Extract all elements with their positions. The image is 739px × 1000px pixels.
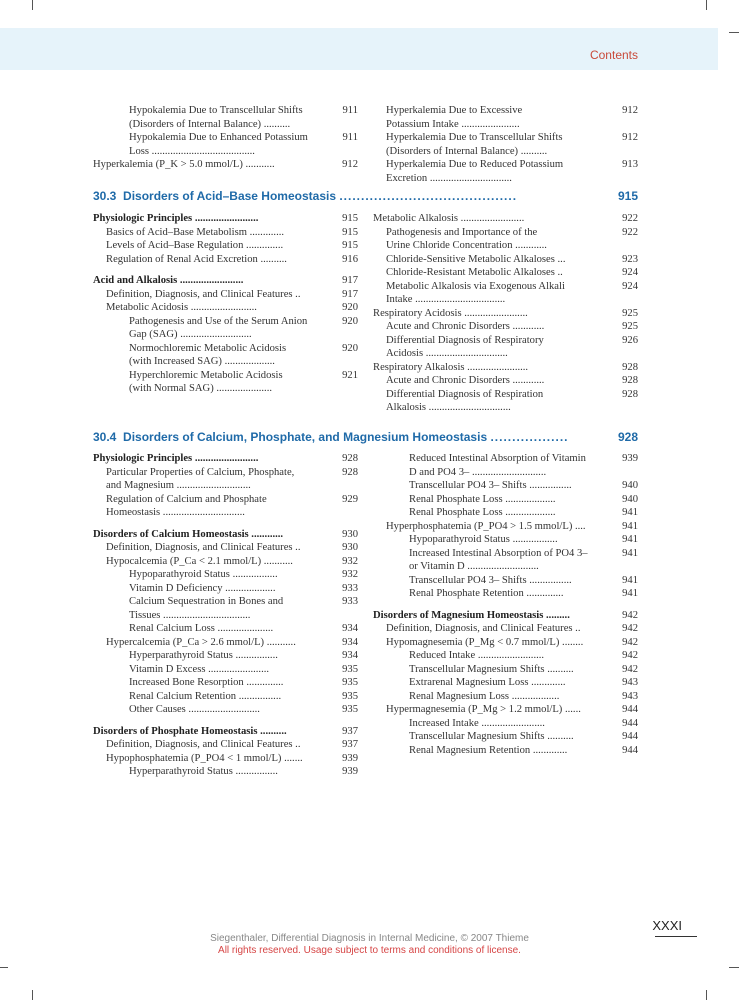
license-line: All rights reserved. Usage subject to terms and conditions of license.: [218, 945, 521, 956]
toc-entry-page: 941: [622, 507, 638, 518]
toc-entry-page: 941: [622, 520, 638, 532]
toc-entry[interactable]: [373, 334, 638, 361]
toc-group-entry[interactable]: [93, 452, 358, 466]
toc-entry[interactable]: [373, 266, 638, 280]
toc-entry-page: 930: [342, 528, 358, 540]
toc-entry[interactable]: [373, 280, 638, 307]
toc-entry-title: Disorders of Phosphate Homeostasis ..........: [93, 725, 287, 737]
toc-entry-title: Renal Magnesium Loss ..................: [409, 690, 560, 702]
toc-entry-title: Differential Diagnosis of Respiration: [386, 388, 544, 400]
toc-entry-title: Urine Chloride Concentration ............: [386, 240, 547, 251]
toc-entry-page: 934: [342, 623, 358, 634]
toc-entry-title: Pathogenesis and Importance of the: [386, 226, 538, 238]
toc-entry-page: 912: [620, 104, 638, 131]
toc-entry-page: 937: [342, 739, 358, 750]
toc-top-left-column: [93, 104, 358, 172]
toc-entry[interactable]: [373, 131, 638, 158]
toc-group-entry[interactable]: [373, 609, 638, 623]
toc-entry-page: 943: [622, 677, 638, 688]
toc-entry-title: Gap (SAG) ...........................: [129, 329, 252, 340]
toc-entry-page: 941: [620, 547, 638, 574]
toc-entry[interactable]: [93, 649, 358, 663]
toc-entry-title: Regulation of Calcium and Phosphate: [106, 493, 267, 505]
toc-entry[interactable]: [93, 663, 358, 677]
toc-entry-page: 926: [620, 334, 638, 361]
toc-entry-title: Reduced Intestinal Absorption of Vitamin: [409, 453, 586, 464]
toc-entry[interactable]: [373, 452, 638, 479]
toc-entry-page: 942: [622, 623, 638, 634]
toc-entry[interactable]: [93, 541, 358, 555]
crop-mark: [32, 0, 33, 10]
toc-entry-title: Homeostasis ...............................: [106, 507, 245, 518]
toc-entry-page: 928: [622, 375, 638, 386]
toc-entry-title: Chloride-Sensitive Metabolic Alkaloses ...: [386, 253, 566, 265]
toc-entry-title: Hypoparathyroid Status .................: [129, 569, 278, 580]
toc-entry-title: and Magnesium ............................: [106, 480, 251, 491]
toc-entry[interactable]: [93, 582, 358, 596]
toc-entry-page: 941: [622, 574, 638, 586]
toc-entry-title: Renal Calcium Retention ................: [129, 690, 282, 702]
toc-entry-title: Renal Phosphate Loss ...................: [409, 493, 556, 505]
page-number: XXXI: [652, 918, 682, 933]
toc-entry-title: Hypocalcemia (P_Ca < 2.1 mmol/L) ...........: [106, 555, 293, 567]
toc-entry-title: Metabolic Acidosis .........................: [106, 302, 257, 313]
toc-entry-title: Disorders of Magnesium Homeostasis .........: [373, 609, 570, 621]
toc-entry[interactable]: [93, 288, 358, 302]
toc-entry-page: 911: [341, 104, 359, 131]
toc-entry-title: Renal Magnesium Retention .............: [409, 744, 568, 756]
toc-entry-title: or Vitamin D ...........................: [409, 561, 539, 572]
toc-entry-page: 928: [622, 361, 638, 373]
toc-entry-page: 940: [622, 493, 638, 505]
toc-entry-title: Renal Phosphate Retention ..............: [409, 588, 564, 599]
toc-entry[interactable]: [373, 104, 638, 131]
toc-entry[interactable]: [373, 361, 638, 375]
toc-entry-title: Definition, Diagnosis, and Clinical Features ..: [106, 739, 301, 750]
toc-entry-title: Vitamin D Excess .......................: [129, 663, 270, 675]
toc-entry[interactable]: [373, 320, 638, 334]
toc-entry-page: 942: [622, 650, 638, 661]
header-band: [0, 28, 718, 70]
toc-entry-title: Calcium Sequestration in Bones and: [129, 596, 284, 607]
toc-entry-title: Respiratory Acidosis ........................: [373, 307, 528, 319]
toc-entry-page: 916: [342, 253, 358, 265]
toc-entry-page: 930: [342, 542, 358, 553]
toc-entry[interactable]: [373, 158, 638, 185]
toc-entry[interactable]: [93, 703, 358, 717]
toc-entry[interactable]: [373, 226, 638, 253]
toc-entry[interactable]: [93, 342, 358, 369]
toc-entry-page: 935: [342, 677, 358, 688]
toc-entry-title: Hypercalcemia (P_Ca > 2.6 mmol/L) ...........: [106, 636, 296, 648]
toc-entry-page: 920: [340, 342, 358, 369]
toc-entry[interactable]: [373, 703, 638, 717]
toc-entry[interactable]: [373, 676, 638, 690]
toc-entry[interactable]: [93, 158, 358, 172]
toc-entry-title: Metabolic Alkalosis ........................: [373, 213, 525, 224]
toc-entry-title: (Disorders of Internal Balance) ..........: [129, 118, 291, 130]
toc-entry-title: Other Causes ...........................: [129, 704, 260, 715]
toc-entry-title: Normochloremic Metabolic Acidosis: [129, 342, 287, 354]
toc-entry-title: D and PO4 3– ............................: [409, 466, 547, 478]
toc-entry-title: Hypophosphatemia (P_PO4 < 1 mmol/L) .......: [106, 752, 303, 764]
toc-entry[interactable]: [373, 506, 638, 520]
toc-entry-title: Hyperparathyroid Status ................: [129, 766, 278, 777]
toc-entry-page: 939: [342, 752, 358, 764]
toc-entry-page: 928: [620, 388, 638, 415]
toc-entry-page: 929: [340, 493, 358, 520]
toc-entry[interactable]: [93, 752, 358, 766]
toc-entry[interactable]: [373, 533, 638, 547]
toc-entry-title: Regulation of Renal Acid Excretion ..........: [106, 253, 287, 265]
toc-entry-page: 912: [620, 131, 638, 158]
toc-30-4-right-column: [373, 452, 638, 757]
toc-entry-title: Hyperkalemia (P_K > 5.0 mmol/L) ...........: [93, 159, 275, 170]
toc-entry[interactable]: [373, 730, 638, 744]
toc-entry-title: Hypermagnesemia (P_Mg > 1.2 mmol/L) ......: [386, 704, 581, 715]
toc-entry-page: 920: [342, 302, 358, 313]
toc-entry[interactable]: [93, 636, 358, 650]
toc-entry-page: 933: [340, 595, 358, 622]
toc-entry-page: 925: [622, 307, 638, 319]
toc-entry-page: 922: [622, 213, 638, 224]
toc-entry[interactable]: [93, 676, 358, 690]
toc-entry-page: 933: [342, 582, 358, 594]
toc-entry-title: Increased Intestinal Absorption of PO4 3–: [409, 547, 588, 559]
toc-entry-title: (with Increased SAG) ...................: [129, 356, 275, 367]
toc-entry-page: 934: [342, 650, 358, 661]
toc-entry-title: Hypomagnesemia (P_Mg < 0.7 mmol/L) ........: [386, 636, 584, 648]
toc-entry-title: Differential Diagnosis of Respiratory: [386, 334, 544, 346]
toc-entry[interactable]: [93, 765, 358, 779]
toc-entry-title: Increased Intake ........................: [409, 717, 545, 729]
toc-entry-title: Transcellular Magnesium Shifts ..........: [409, 663, 574, 675]
section-page: 915: [617, 189, 638, 203]
toc-entry[interactable]: [373, 388, 638, 415]
toc-entry[interactable]: [93, 622, 358, 636]
toc-entry[interactable]: [93, 315, 358, 342]
toc-entry-page: 925: [622, 321, 638, 332]
toc-entry[interactable]: [93, 568, 358, 582]
toc-entry-page: 940: [622, 480, 638, 491]
toc-entry[interactable]: [373, 307, 638, 321]
toc-entry-title: Alkalosis ...............................: [386, 402, 511, 413]
toc-entry-page: 911: [341, 131, 359, 158]
toc-entry-title: Hypokalemia Due to Transcellular Shifts: [129, 105, 303, 116]
toc-entry-title: Acid and Alkalosis ........................: [93, 275, 244, 286]
toc-entry-page: 942: [622, 609, 638, 621]
section-title: Disorders of Calcium, Phosphate, and Magnesium Homeostasis: [123, 430, 488, 444]
toc-entry-page: 939: [342, 766, 358, 777]
toc-entry-page: 942: [622, 663, 638, 675]
toc-group-entry[interactable]: [93, 274, 358, 288]
toc-entry-title: Chloride-Resistant Metabolic Alkaloses ..: [386, 267, 563, 278]
toc-entry[interactable]: [373, 649, 638, 663]
toc-entry[interactable]: [93, 253, 358, 267]
toc-entry-page: 943: [622, 690, 638, 702]
toc-entry-title: Intake ..................................: [386, 294, 506, 305]
toc-entry[interactable]: [373, 744, 638, 758]
toc-entry-title: Hyperkalemia Due to Reduced Potassium: [386, 159, 564, 170]
toc-entry-page: 941: [622, 588, 638, 599]
toc-entry[interactable]: [373, 636, 638, 650]
toc-entry-page: 923: [622, 253, 638, 265]
toc-30-3-left-column: [93, 212, 358, 396]
toc-entry-page: 922: [620, 226, 638, 253]
toc-entry[interactable]: [373, 253, 638, 267]
toc-entry[interactable]: [93, 738, 358, 752]
toc-entry-page: 944: [622, 704, 638, 715]
toc-entry-page: 944: [622, 744, 638, 756]
section-number: 30.4: [93, 430, 117, 444]
toc-30-3-right-column: [373, 212, 638, 415]
toc-entry-title: Excretion ...............................: [386, 172, 512, 184]
toc-entry-title: Definition, Diagnosis, and Clinical Features ..: [386, 623, 581, 634]
section-heading-30-4[interactable]: 30.4 Disorders of Calcium, Phosphate, and Magnesium Homeostasis .................. 928: [93, 430, 638, 444]
toc-entry-title: Hyperkalemia Due to Transcellular Shifts: [386, 132, 563, 143]
crop-mark: [729, 32, 739, 33]
toc-entry[interactable]: [93, 466, 358, 493]
toc-entry[interactable]: [373, 374, 638, 388]
toc-entry-page: 934: [342, 636, 358, 648]
toc-entry-title: Renal Phosphate Loss ...................: [409, 507, 556, 518]
toc-entry-page: 924: [620, 280, 638, 307]
crop-mark: [706, 990, 707, 1000]
toc-entry-page: 942: [622, 636, 638, 648]
toc-entry[interactable]: [373, 587, 638, 601]
toc-entry-page: 915: [342, 226, 358, 238]
section-title: Disorders of Acid–Base Homeostasis: [123, 189, 336, 203]
toc-entry-title: Pathogenesis and Use of the Serum Anion: [129, 315, 308, 327]
toc-entry-title: Physiologic Principles ........................: [93, 213, 259, 224]
toc-entry-page: 928: [340, 466, 358, 493]
toc-entry-title: Tissues .................................: [129, 609, 251, 621]
toc-entry-title: Extrarenal Magnesium Loss .............: [409, 677, 566, 688]
toc-entry-page: 917: [342, 288, 358, 300]
toc-entry-title: Potassium Intake ......................: [386, 118, 520, 130]
toc-entry-title: Acute and Chronic Disorders ............: [386, 321, 545, 332]
crop-mark: [729, 967, 739, 968]
toc-entry[interactable]: [93, 239, 358, 253]
toc-entry-title: Acute and Chronic Disorders ............: [386, 375, 545, 386]
toc-entry-page: 941: [622, 534, 638, 545]
toc-entry-page: 935: [342, 663, 358, 675]
toc-entry-title: Hyperphosphatemia (P_PO4 > 1.5 mmol/L) ....: [386, 520, 586, 532]
toc-entry-title: Reduced Intake .........................: [409, 650, 545, 661]
section-heading-30-3[interactable]: 30.3 Disorders of Acid–Base Homeostasis ......................................... 915: [93, 189, 638, 203]
toc-entry[interactable]: [373, 493, 638, 507]
toc-entry-page: 935: [342, 704, 358, 715]
copyright-line: Siegenthaler, Differential Diagnosis in Internal Medicine, © 2007 Thieme: [210, 933, 529, 944]
toc-entry-title: Acidosis ...............................: [386, 348, 508, 359]
toc-entry-page: 939: [620, 452, 638, 479]
toc-entry-page: 915: [342, 213, 358, 224]
toc-entry-title: Vitamin D Deficiency ...................: [129, 582, 276, 594]
toc-entry[interactable]: [373, 574, 638, 588]
toc-entry-title: Metabolic Alkalosis via Exogenous Alkali: [386, 280, 565, 292]
toc-entry[interactable]: [373, 547, 638, 574]
toc-entry-title: Disorders of Calcium Homeostasis ............: [93, 528, 284, 540]
toc-entry-title: (with Normal SAG) .....................: [129, 383, 273, 394]
toc-entry[interactable]: [373, 479, 638, 493]
running-header-title: Contents: [589, 48, 638, 62]
section-number: 30.3: [93, 189, 117, 203]
toc-entry-title: Hypokalemia Due to Enhanced Potassium: [129, 132, 308, 143]
toc-entry[interactable]: [93, 104, 358, 131]
toc-entry-page: 932: [342, 569, 358, 580]
toc-entry-title: Hyperkalemia Due to Excessive: [386, 105, 523, 116]
toc-entry[interactable]: [93, 301, 358, 315]
toc-entry-title: Definition, Diagnosis, and Clinical Features ..: [106, 542, 301, 553]
toc-entry-title: Basics of Acid–Base Metabolism .............: [106, 226, 285, 238]
toc-entry-title: Loss .......................................: [129, 145, 255, 157]
toc-entry-page: 932: [342, 555, 358, 567]
toc-entry[interactable]: [373, 663, 638, 677]
toc-group-entry[interactable]: [93, 725, 358, 739]
toc-entry-title: Transcellular PO4 3– Shifts ................: [409, 574, 572, 586]
toc-entry-title: Hyperchloremic Metabolic Acidosis: [129, 369, 283, 381]
toc-entry-page: 912: [342, 159, 358, 170]
toc-entry[interactable]: [373, 212, 638, 226]
crop-mark: [32, 990, 33, 1000]
toc-entry-title: Renal Calcium Loss .....................: [129, 623, 274, 634]
toc-group-entry[interactable]: [93, 528, 358, 542]
toc-entry-page: 915: [342, 240, 358, 251]
toc-entry-page: 928: [342, 453, 358, 464]
toc-entry[interactable]: [93, 690, 358, 704]
toc-entry-title: Physiologic Principles ........................: [93, 453, 259, 464]
toc-entry[interactable]: [93, 226, 358, 240]
crop-mark: [706, 0, 707, 10]
toc-30-4-left-column: [93, 452, 358, 779]
toc-entry-title: Transcellular Magnesium Shifts ..........: [409, 731, 574, 742]
toc-entry[interactable]: [373, 690, 638, 704]
toc-entry-page: 913: [620, 158, 638, 185]
toc-top-right-column: [373, 104, 638, 185]
toc-entry-page: 935: [342, 690, 358, 702]
toc-entry-title: Increased Bone Resorption ..............: [129, 677, 284, 688]
toc-entry[interactable]: [93, 595, 358, 622]
toc-entry-page: 924: [622, 267, 638, 278]
toc-entry[interactable]: [93, 493, 358, 520]
toc-entry-page: 920: [340, 315, 358, 342]
toc-entry-page: 944: [622, 717, 638, 729]
toc-entry-title: Definition, Diagnosis, and Clinical Features ..: [106, 288, 301, 300]
toc-entry-page: 917: [342, 275, 358, 286]
toc-entry-title: Hypoparathyroid Status .................: [409, 534, 558, 545]
toc-entry-page: 944: [622, 731, 638, 742]
toc-entry[interactable]: [373, 717, 638, 731]
toc-entry-title: Respiratory Alkalosis .......................: [373, 361, 529, 373]
toc-entry[interactable]: [93, 555, 358, 569]
toc-entry-title: Levels of Acid–Base Regulation ..............: [106, 240, 284, 251]
toc-entry[interactable]: [93, 369, 358, 396]
toc-entry-page: 937: [342, 725, 358, 737]
toc-entry[interactable]: [93, 131, 358, 158]
toc-entry[interactable]: [373, 520, 638, 534]
crop-mark: [0, 967, 8, 968]
toc-group-entry[interactable]: [93, 212, 358, 226]
toc-entry-title: Hyperparathyroid Status ................: [129, 650, 278, 661]
toc-entry[interactable]: [373, 622, 638, 636]
toc-entry-title: Particular Properties of Calcium, Phosphate,: [106, 466, 295, 478]
toc-entry-title: (Disorders of Internal Balance) ..........: [386, 145, 548, 157]
toc-entry-title: Transcellular PO4 3– Shifts ................: [409, 480, 572, 491]
toc-entry-page: 921: [340, 369, 358, 396]
section-page: 928: [617, 430, 638, 444]
